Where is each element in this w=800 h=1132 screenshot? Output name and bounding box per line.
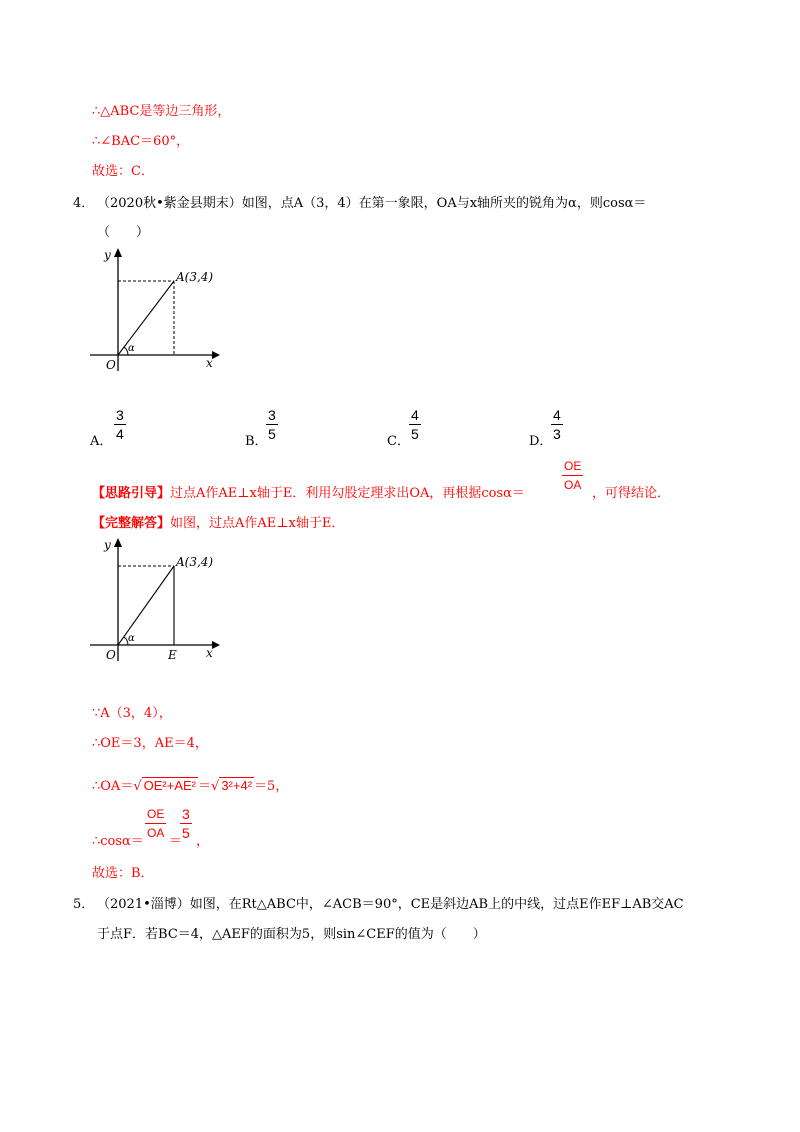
q4-stem: （2020秋•紫金县期末）如图，点A（3，4）在第一象限，OA与x轴所夹的锐角为α，则cosα＝ — [97, 196, 647, 211]
step-3-eq: ＝ — [198, 779, 212, 794]
fig2-o-label: O — [106, 648, 116, 662]
fig2-alpha-label: α — [128, 633, 135, 644]
fig1-alpha-label: α — [128, 343, 135, 354]
step-3 — [92, 775, 288, 794]
option-c-fraction[interactable] — [409, 407, 421, 442]
step-4-pre: ∴cosα＝ — [92, 834, 144, 849]
hint-line — [92, 482, 525, 501]
fig1-a-label: A(3,4) — [176, 270, 214, 284]
q4-number: 4． — [73, 196, 95, 211]
hint-text: 过点A作AE⊥x轴于E．利用勾股定理求出OA，再根据cosα＝ — [170, 486, 525, 501]
radicand-2: 3²+4² — [221, 778, 253, 793]
answer-tag: 【完整解答】 — [92, 516, 171, 531]
choose-line: 故选：B． — [92, 866, 154, 881]
fig2-a-label: A(3,4) — [176, 555, 214, 569]
hint-frac-den: OA — [564, 478, 582, 492]
option-d-label[interactable]: D． — [529, 434, 553, 449]
q4-paren: （ ） — [97, 225, 150, 240]
option-a-num: 3 — [116, 407, 124, 423]
q4-figure-2 — [90, 535, 230, 665]
sqrt-sign-2: √ — [211, 779, 220, 794]
hint-frac-num: OE — [562, 458, 583, 476]
step-4-frac-2 — [180, 806, 192, 841]
fig1-y-label: y — [104, 248, 111, 262]
option-a-den: 4 — [116, 426, 124, 442]
option-a-label[interactable]: A． — [90, 434, 113, 449]
prev-line-3: 故选：C． — [92, 164, 154, 179]
prev-line-2: ∴∠BAC＝60°， — [92, 134, 190, 149]
step-4-f2-den: 5 — [182, 825, 190, 841]
step-1: ∵A（3，4）， — [92, 706, 172, 721]
step-4-eq: ＝ — [169, 834, 183, 849]
step-3-pre: ∴OA＝ — [92, 779, 134, 794]
step-4-f2-num: 3 — [182, 806, 190, 822]
fig1-x-label: x — [206, 356, 213, 370]
option-c-den: 5 — [411, 426, 419, 442]
sqrt-sign-1: √ — [133, 779, 142, 794]
hint-end: ，可得结论． — [592, 486, 671, 501]
option-d-den: 3 — [553, 426, 561, 442]
q4-figure-1 — [90, 245, 230, 375]
radicand-1: OE²+AE² — [143, 778, 196, 793]
step-4-f1-num: OE — [145, 806, 166, 824]
option-c-label[interactable]: C． — [387, 434, 410, 449]
q5-line-2: 于点F．若BC＝4，△AEF的面积为5，则sin∠CEF的值为（ ） — [97, 927, 486, 942]
fig2-e-label: E — [168, 648, 177, 662]
answer-line — [92, 512, 344, 531]
prev-line-1: ∴△ABC是等边三角形， — [92, 104, 231, 119]
option-c-num: 4 — [411, 407, 419, 423]
step-4-post: ， — [196, 834, 210, 849]
fig2-y-label: y — [104, 538, 111, 552]
step-4-frac-1 — [145, 806, 166, 841]
fig2-x-label: x — [206, 646, 213, 660]
step-3-post: ＝5， — [254, 779, 289, 794]
q5-number: 5． — [73, 897, 95, 912]
option-d-num: 4 — [553, 407, 561, 423]
hint-tag: 【思路引导】 — [92, 486, 171, 501]
fig1-o-label: O — [106, 358, 116, 372]
option-b-num: 3 — [268, 407, 276, 423]
option-d-fraction[interactable] — [551, 407, 563, 442]
step-2: ∴OE＝3，AE＝4， — [92, 736, 208, 751]
step-4-f1-den: OA — [147, 826, 165, 840]
answer-text: 如图，过点A作AE⊥x轴于E． — [170, 516, 345, 531]
q5-line-1: （2021•淄博）如图，在Rt△ABC中，∠ACB＝90°，CE是斜边AB上的中线，过点E作EF⊥AB交AC — [97, 897, 684, 912]
option-b-den: 5 — [268, 426, 276, 442]
option-b-fraction[interactable] — [266, 407, 278, 442]
hint-fraction — [562, 458, 583, 493]
option-b-label[interactable]: B． — [245, 434, 268, 449]
option-a-fraction[interactable] — [114, 407, 126, 442]
